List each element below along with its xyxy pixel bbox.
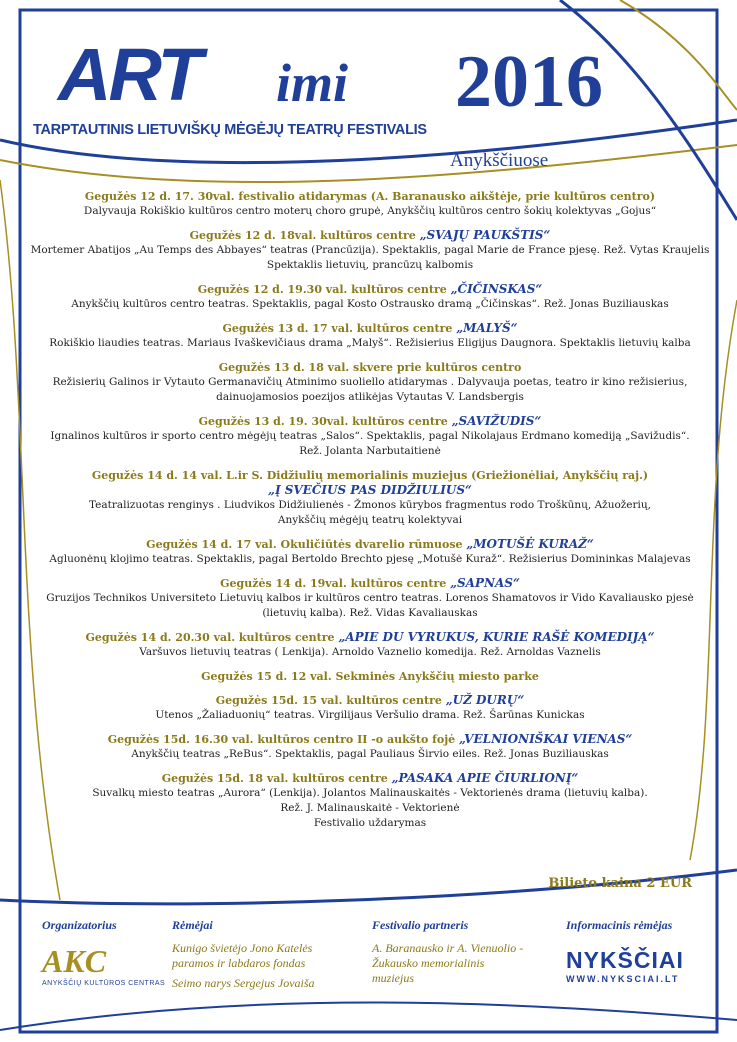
event-item [30, 321, 710, 351]
event-description: Gruzijos Technikos Universiteto Lietuvių kalbos ir kultūros centro teatras. Lorenos Shamatovos ir Vido Kavaliausko pjesė [46, 592, 694, 604]
event-heading [30, 189, 710, 204]
event-date-venue: Gegužės 13 d. 17 val. kultūros centre [222, 322, 453, 335]
event-description: Anykščių teatras „ReBus“. Spektaklis, pagal Pauliaus Širvio eiles. Rež. Jonas Buziliauskas [131, 748, 609, 760]
logo-imi-text: imi [276, 53, 349, 113]
event-description: Režisierių Galinos ir Vytauto Germanavičių Atminimo suoliello atidarymas . Dalyvauja poetas, teatro ir kino režisierius, [52, 376, 688, 388]
event-item [30, 537, 710, 567]
event-description: Rokiškio liaudies teatras. Mariaus Ivaškevičiaus drama „Malyš“. Režisierius Eligijus Daugnora. Spektaklis lietuvių kalba [49, 337, 691, 349]
nyksciai-url: WWW.NYKSCIAI.LT [566, 974, 680, 984]
partner-heading: Festivalio partneris [372, 918, 469, 932]
event-heading [30, 414, 710, 429]
ticket-price: Bilieto kaina 2 EUR [548, 876, 692, 891]
event-description: Suvalkų miesto teatras „Aurora“ (Lenkija). Jolantos Malinauskaitės - Vektorienės drama (lietuvių kalba). [92, 787, 648, 799]
event-item [30, 228, 710, 273]
event-title: „APIE DU VYRUKUS, KURIE RAŠĖ KOMEDIJĄ“ [338, 630, 655, 644]
event-description: Rež. Jolanta Narbutaitienė [299, 445, 441, 457]
festival-year: 2016 [455, 41, 603, 123]
partner-line: muziejus [372, 971, 414, 985]
event-title: „MOTUŠĖ KURAŽ“ [466, 537, 594, 551]
festival-subtitle: TARPTAUTINIS LIETUVIŠKŲ MĖGĖJŲ TEATRŲ FESTIVALIS [33, 122, 427, 138]
event-item [30, 732, 710, 762]
event-item [30, 414, 710, 459]
poster-header [30, 30, 720, 180]
sponsors-block [172, 918, 315, 991]
event-description: Rež. J. Malinauskaitė - Vektorienė [280, 802, 460, 814]
event-date-venue: Gegužės 15d. 15 val. kultūros centre [215, 694, 442, 707]
event-heading [30, 771, 710, 786]
sponsor-line: paramos ir labdaros fondas [172, 956, 306, 970]
event-description: Anykščių kultūros centro teatras. Spektaklis, pagal Kosto Ostrausko dramą „Čičinskas“. Rež. Jonas Buziliauskas [71, 298, 669, 310]
event-heading [30, 576, 710, 591]
event-heading [30, 630, 710, 645]
media-block [566, 918, 684, 984]
event-heading [30, 537, 710, 552]
event-description: Mortemer Abatijos „Au Temps des Abbayes“ teatras (Prancūzija). Spektaklis, pagal Marie de France pjesę. Rež. Vytas Kraujelis [30, 244, 710, 256]
event-title: „MALYŠ“ [456, 321, 518, 335]
event-date-venue: Gegužės 12 d. 17. 30val. festivalio atidarymas (A. Baranausko aikštėje, prie kultūros centro) [84, 190, 656, 203]
event-item [30, 576, 710, 621]
event-date-venue: Gegužės 14 d. 17 val. Okuličiūtės dvarelio rūmuose [146, 538, 463, 551]
event-date-venue: Gegužės 14 d. 14 val. L.ir S. Didžiulių memorialinis muziejus (Griežionėliai, Anykščių raj.) [91, 469, 649, 482]
event-description: (lietuvių kalba). Rež. Vidas Kavaliauskas [262, 607, 478, 619]
poster-footer [0, 918, 737, 1042]
event-heading [30, 282, 710, 297]
event-title: „UŽ DURŲ“ [445, 693, 525, 707]
media-heading: Informacinis rėmėjas [566, 918, 673, 932]
event-date-venue: Gegužės 15 d. 12 val. Sekminės Anykščių miesto parke [201, 670, 539, 683]
event-heading [30, 228, 710, 243]
event-heading [30, 468, 710, 498]
festival-city: Anykščiuose [450, 150, 549, 171]
event-heading [30, 669, 710, 684]
event-description: Dalyvauja Rokiškio kultūros centro moterų choro grupė, Anykščių kultūros centro šokių kolektyvas „Gojus“ [83, 205, 657, 217]
event-title: „VELNIONIŠKAI VIENAS“ [459, 732, 633, 746]
logo-art-text: ART [58, 33, 200, 116]
sponsor-line: Seimo narys Sergejus Jovaiša [172, 976, 315, 990]
sponsors-heading: Rėmėjai [172, 918, 213, 932]
akc-logo-text: ANYKŠČIŲ KULTŪROS CENTRAS [42, 980, 166, 987]
event-description: Festivalio uždarymas [313, 817, 427, 829]
akc-logo: AKC [42, 943, 107, 979]
event-item [30, 771, 710, 831]
event-item [30, 360, 710, 405]
partner-block [372, 918, 523, 986]
event-date-venue: Gegužės 13 d. 19. 30val. kultūros centre [198, 415, 448, 428]
event-heading [30, 732, 710, 747]
event-date-venue: Gegužės 12 d. 18val. kultūros centre [189, 229, 416, 242]
event-date-venue: Gegužės 12 d. 19.30 val. kultūros centre [197, 283, 447, 296]
event-date-venue: Gegužės 14 d. 20.30 val. kultūros centre [85, 631, 335, 644]
event-description: Anykščių mėgėjų teatrų kolektyvai [277, 514, 463, 526]
event-description: Spektaklis lietuvių, prancūzų kalbomis [266, 259, 474, 271]
event-description: dainuojamosios poezijos atlikėjas Vytautas V. Landsbergis [216, 391, 524, 403]
event-title: „SAVIŽUDIS“ [451, 414, 542, 428]
event-description: Teatralizuotas renginys . Liudvikos Didžiulienės - Žmonos kūrybos fragmentus rodo Troškūnų, Ažuožerių, [88, 499, 651, 511]
partner-line: A. Baranausko ir A. Vienuolio - [372, 941, 524, 955]
event-description: Utenos „Žaliaduonių“ teatras. Virgilijaus Veršulio drama. Rež. Šarūnas Kunickas [155, 709, 585, 721]
event-heading [30, 360, 710, 375]
event-item [30, 189, 710, 219]
event-item [30, 693, 710, 723]
event-title: „SVAJŲ PAUKŠTIS“ [419, 228, 551, 242]
event-item [30, 282, 710, 312]
event-description: Ignalinos kultūros ir sporto centro mėgėjų teatras „Salos“. Spektaklis, pagal Nikolajaus Erdmano komediją „Savižudis“. [50, 430, 690, 442]
nyksciai-logo: NYKŠČIAI [566, 947, 684, 973]
event-title: „ČIČINSKAS“ [450, 282, 543, 296]
event-title: „Į SVEČIUS PAS DIDŽIULIUS“ [268, 483, 472, 497]
event-list [30, 189, 710, 840]
event-item [30, 468, 710, 528]
event-description: Agluonėnų klojimo teatras. Spektaklis, pagal Bertoldo Brechto pjesę „Motušė Kuraž“. Režisierius Domininkas Malajevas [49, 553, 691, 565]
event-title: „SAPNAS“ [450, 576, 520, 590]
event-date-venue: Gegužės 15d. 18 val. kultūros centre [161, 772, 388, 785]
event-heading [30, 693, 710, 708]
organizer-heading: Organizatorius [42, 918, 117, 932]
sponsor-line: Kunigo švietėjo Jono Katelės [172, 941, 313, 955]
event-item [30, 669, 710, 684]
event-date-venue: Gegužės 14 d. 19val. kultūros centre [220, 577, 447, 590]
organizer-block [42, 918, 165, 987]
event-date-venue: Gegužės 13 d. 18 val. skvere prie kultūros centro [218, 361, 522, 374]
event-date-venue: Gegužės 15d. 16.30 val. kultūros centro II -o aukšto fojė [107, 733, 456, 746]
partner-line: Žukausko memorialinis [372, 956, 485, 970]
event-heading [30, 321, 710, 336]
event-item [30, 630, 710, 660]
event-description: Varšuvos lietuvių teatras ( Lenkija). Arnoldo Vaznelio komedija. Rež. Arnoldas Vaznelis [139, 646, 601, 658]
event-title: „PASAKA APIE ČIURLIONĮ“ [391, 771, 579, 785]
